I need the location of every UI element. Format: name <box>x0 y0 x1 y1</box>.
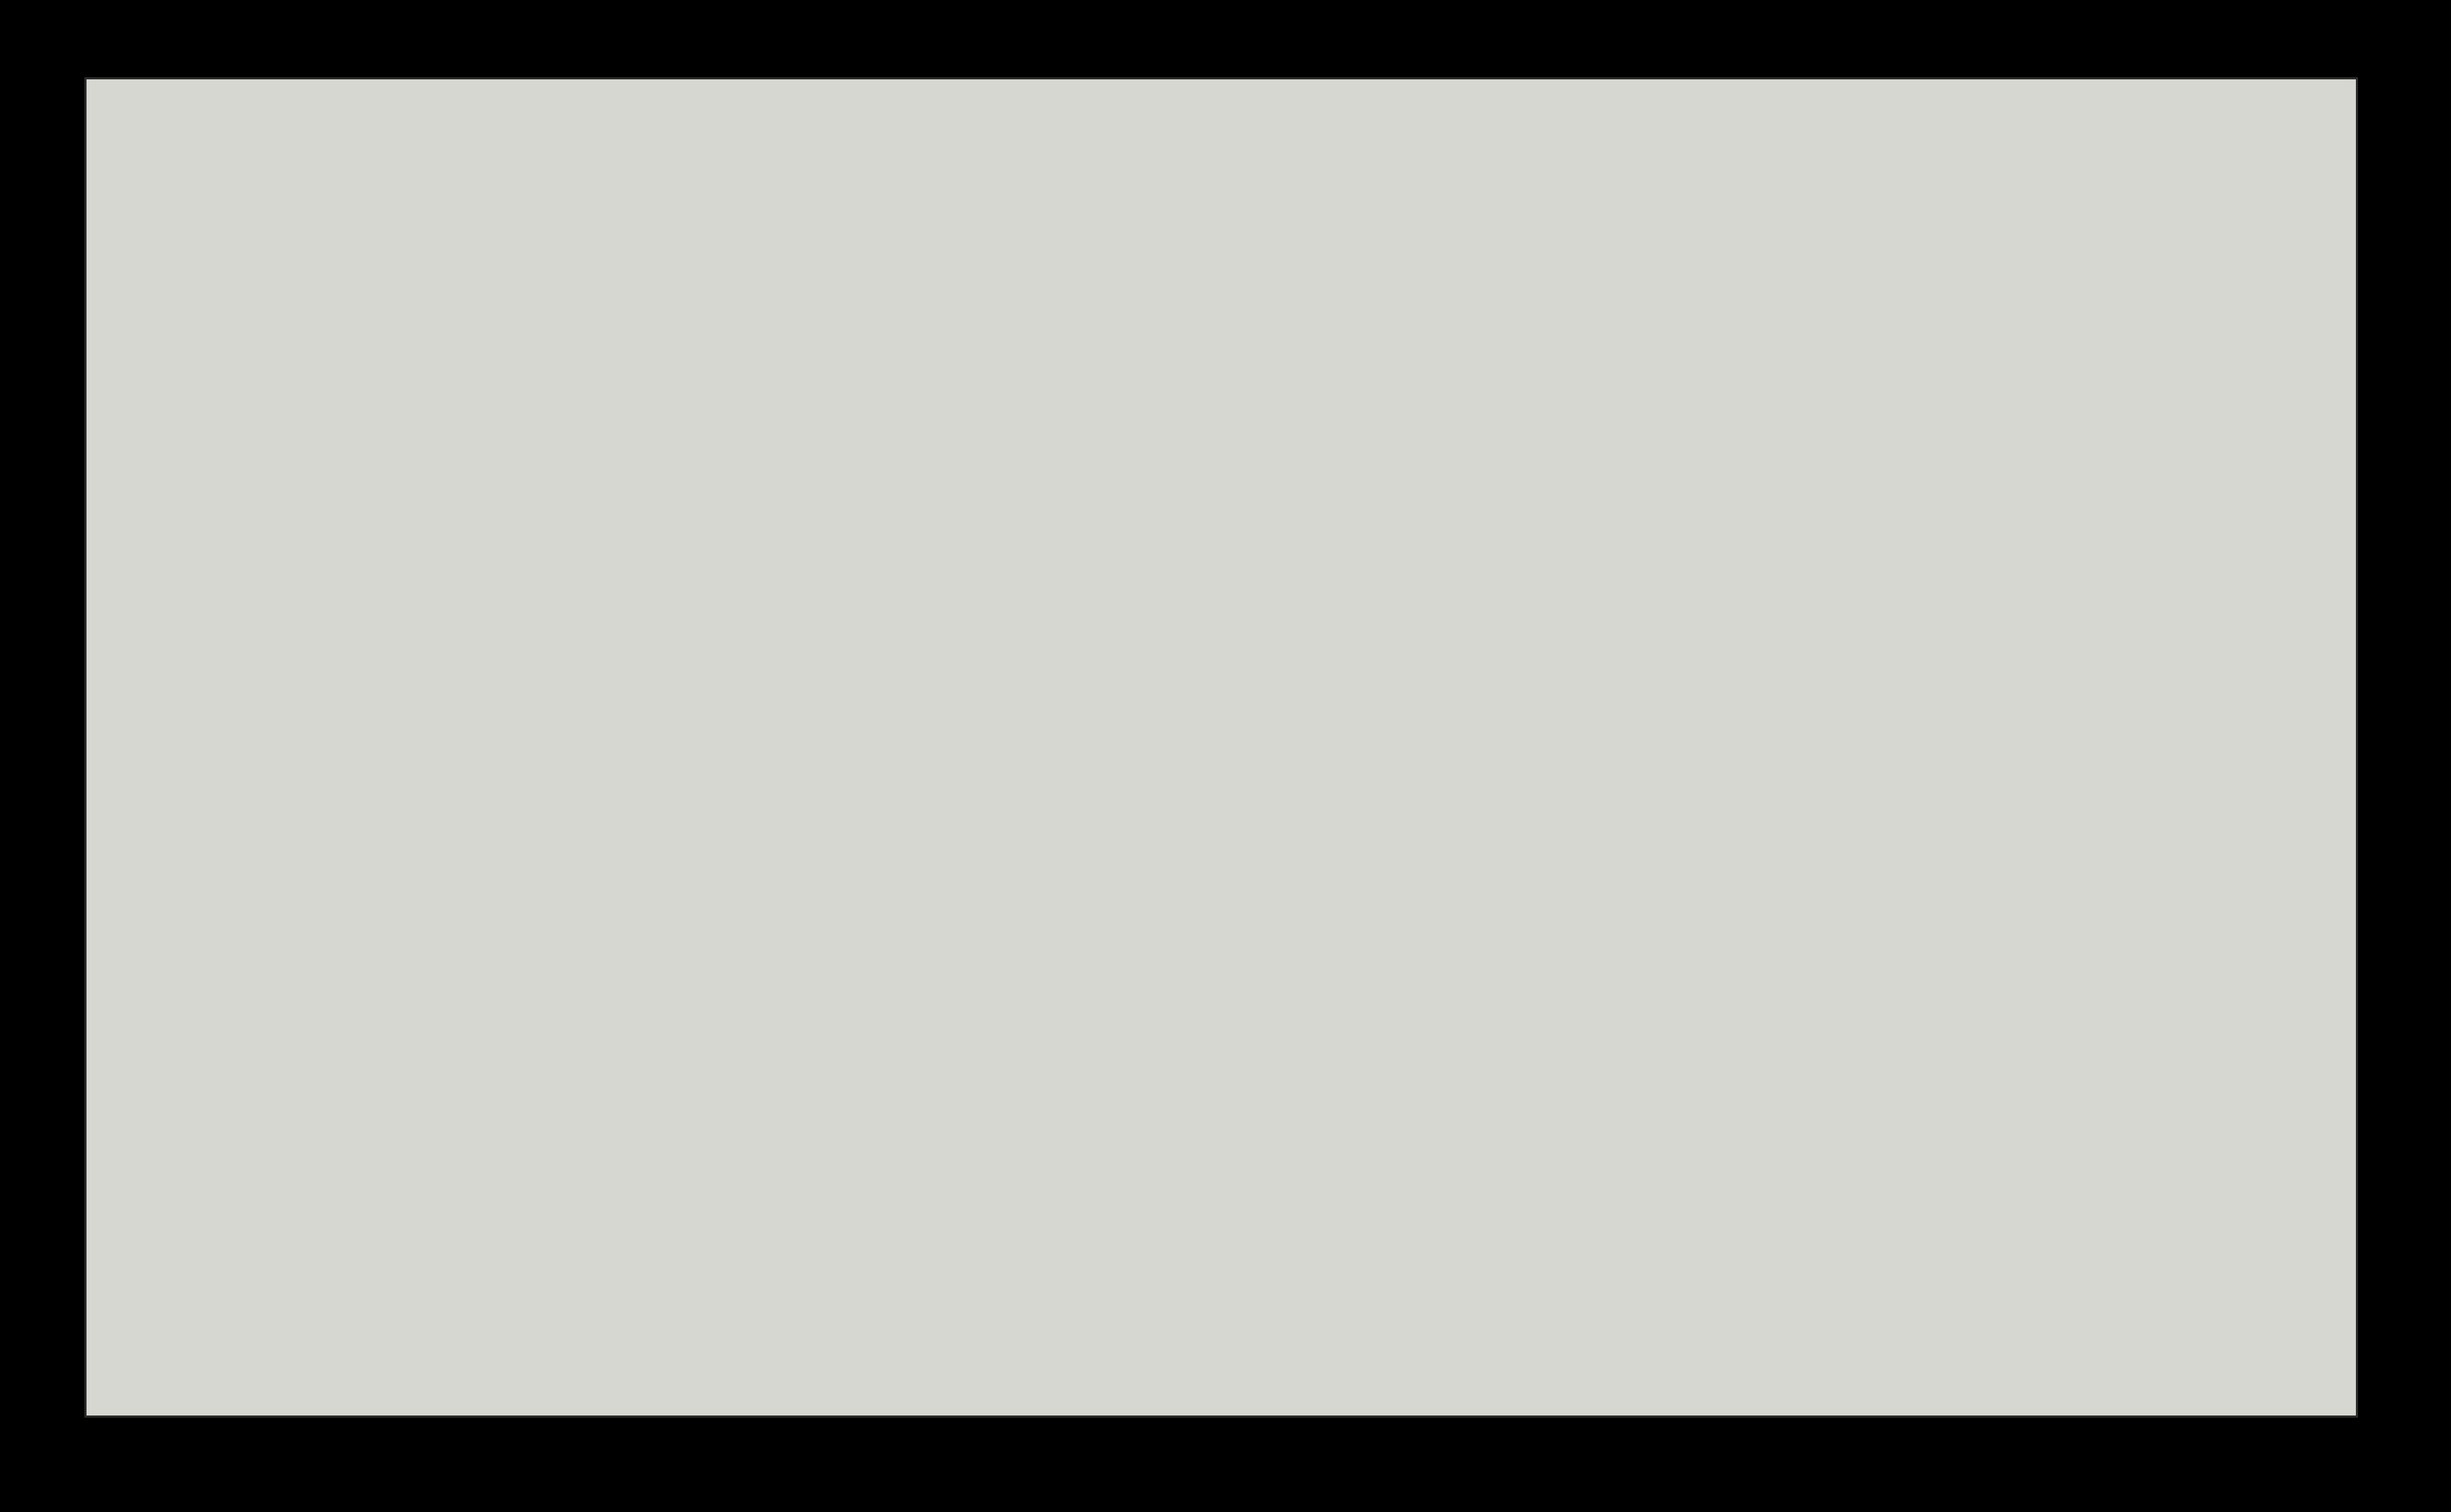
census-card <box>84 77 2358 1418</box>
middle-section <box>92 435 2351 1002</box>
lease-table <box>92 1004 2351 1414</box>
top-crop-table <box>92 112 2351 433</box>
